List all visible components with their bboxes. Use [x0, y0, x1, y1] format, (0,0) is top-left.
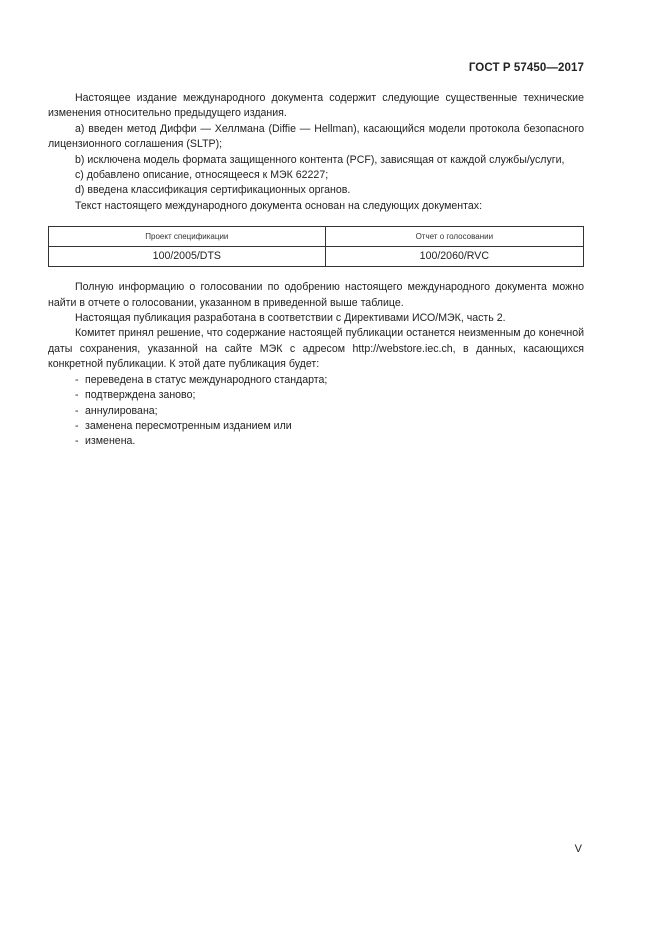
- list-dash: -: [75, 373, 79, 386]
- publication-status-list: [48, 373, 584, 450]
- list-item: [48, 388, 584, 403]
- committee-paragraph: Комитет принял решение, что содержание настоящей публикации останется неизменным до конечной даты сохранения, указанной на сайте МЭК с адресом http://webstore.iec.ch, в данных, касающихся конкретной публикации. К этой дате публикация будет:: [48, 327, 584, 371]
- list-item: [48, 404, 584, 419]
- voting-info-paragraph: Полную информацию о голосовании по одобрению настоящего международного документа можно найти в отчете о голосовании, указанном в приведенной выше таблице.: [48, 281, 584, 309]
- list-dash: -: [75, 435, 79, 448]
- list-item-text: переведена в статус международного стандарта;: [85, 373, 328, 386]
- list-item: [48, 434, 584, 449]
- table-header-row: [49, 227, 584, 247]
- change-item-a: а) введен метод Диффи — Хеллмана (Diffie — Hellman), касающийся модели протокола безопасного лицензионного соглашения (SLTP);: [48, 122, 584, 151]
- table-header-vote: Отчет о голосовании: [325, 227, 583, 247]
- list-item-text: заменена пересмотренным изданием или: [85, 419, 292, 432]
- voting-table: [48, 226, 584, 267]
- table-cell-spec: 100/2005/DTS: [49, 247, 326, 267]
- list-item-text: подтверждена заново;: [85, 389, 196, 402]
- directives-paragraph: Настоящая публикация разработана в соответствии с Директивами ИСО/МЭК, часть 2.: [75, 312, 506, 325]
- list-item: [48, 373, 584, 388]
- standard-designation: ГОСТ Р 57450—2017: [468, 62, 584, 74]
- table-header-spec: Проект спецификации: [49, 227, 326, 247]
- table-row: [49, 247, 584, 267]
- table-cell-vote: 100/2060/RVC: [325, 247, 583, 267]
- change-item-d: d) введена классификация сертификационных органов.: [75, 184, 351, 197]
- list-item-text: аннулирована;: [85, 404, 158, 417]
- intro-paragraph: Настоящее издание международного документа содержит следующие существенные технические изменения относительно предыдущего издания.: [48, 92, 584, 120]
- list-item: [48, 419, 584, 434]
- list-dash: -: [75, 389, 79, 402]
- list-dash: -: [75, 404, 79, 417]
- page-number: V: [574, 843, 582, 855]
- list-dash: -: [75, 419, 79, 432]
- change-item-c: c) добавлено описание, относящееся к МЭК 62227;: [75, 169, 329, 182]
- voting-table-wrapper: [48, 226, 584, 267]
- page-content: [48, 91, 584, 450]
- basis-paragraph: Текст настоящего международного документа основан на следующих документах:: [75, 199, 483, 212]
- change-item-b: b) исключена модель формата защищенного контента (PCF), зависящая от каждой службы/услуги,: [75, 153, 565, 166]
- list-item-text: изменена.: [85, 435, 136, 448]
